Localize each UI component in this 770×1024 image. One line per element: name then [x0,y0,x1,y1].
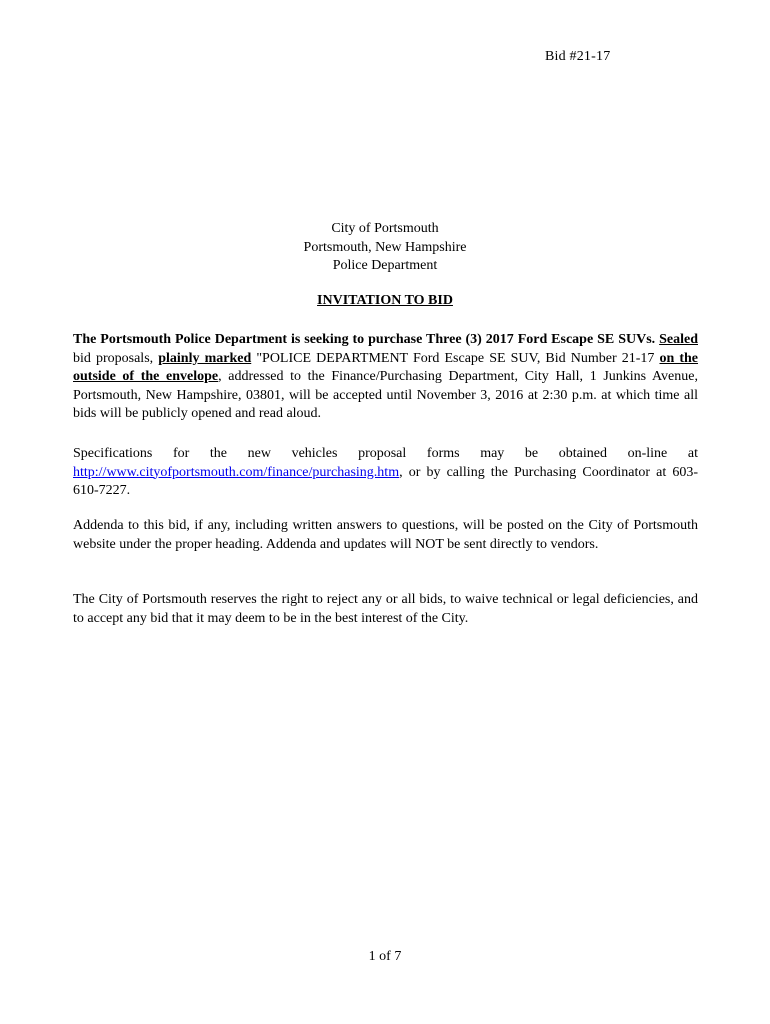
header-state: Portsmouth, New Hampshire [303,239,467,255]
header-city: City of Portsmouth [331,221,439,236]
paragraph-rights: The City of Portsmouth reserves the right to reject any or all bids, to waive technical or legal deficiencies, and to accept any bid that it may deem to be in the best interest of the City. [73,592,698,626]
purchasing-link[interactable]: http://www.cityofportsmouth.com/finance/purchasing.htm [73,464,400,480]
page-number: 1 of 7 [368,949,402,964]
paragraph-text: , addressed to the Finance/Purchasing Department, City Hall, 1 Junkins Avenue, Portsmouth, New Hampshire, 03801, will be accepted until November 3, 2016 at 2:30 p.m. at which time all bids will be publicly opened and read aloud. [73,369,698,421]
outside-envelope-emphasis: on the outside of the envelope [73,350,699,384]
header-department: Police Department [332,258,438,273]
paragraph-text: bid proposals, [73,350,159,366]
paragraph-purchase [73,331,698,424]
paragraph-addenda: Addenda to this bid, if any, including written answers to questions, will be posted on the City of Portsmouth website under the proper heading. Addenda and updates will NOT be sent directly to vendors. [73,518,698,552]
bid-number: Bid #21-17 [545,49,611,64]
plainly-marked-emphasis: plainly marked [158,350,252,366]
sealed-emphasis: Sealed [659,332,698,347]
page-title: INVITATION TO BID [317,293,453,308]
paragraph-lead: The Portsmouth Police Department is seeking to purchase Three (3) 2017 Ford Escape SE SUVs. [73,332,656,347]
paragraph-text: Specifications for the new vehicles proposal forms may be obtained on-line at [73,446,698,461]
paragraph-text: , or by calling the Purchasing Coordinator at 603-610-7227. [73,464,698,498]
header-block [0,220,770,276]
paragraph-specifications [73,445,698,501]
paragraph-text: "POLICE DEPARTMENT Ford Escape SE SUV, Bid Number 21-17 [251,350,660,366]
